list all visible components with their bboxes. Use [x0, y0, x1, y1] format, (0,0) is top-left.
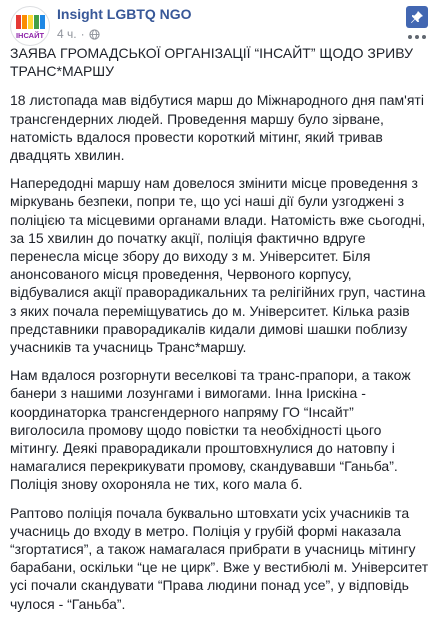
svg-text:ІНСАЙТ: ІНСАЙТ: [15, 31, 45, 40]
timestamp-link[interactable]: 4 ч.: [57, 27, 77, 41]
post-meta: [57, 27, 100, 41]
pin-button[interactable]: [406, 6, 428, 28]
more-dot: [422, 35, 426, 39]
post-headline: ЗАЯВА ГРОМАДСЬКОЇ ОРГАНІЗАЦІЇ “ІНСАЙТ” ЩОДО ЗРИВУ ТРАНС*МАРШУ: [10, 45, 414, 80]
more-dot: [415, 35, 419, 39]
post-paragraph: 18 листопада мав відбутися марш до Міжнародного дня пам'яті трансгендерних людей. Проведення маршу було зірване, натомість вдалося провести короткий мітинг, який тривав двадцять хвилин.: [10, 92, 424, 164]
insight-logo-icon: [11, 7, 49, 45]
post-paragraph: Раптово поліція почала буквально штовхати усіх учасників та учасниць до входу в метро. Поліція у грубій формі наказала “згортатися”, а також намагалася прибрати в учасниць мітингу барабани, оскільки “це не цирк”. Вже у вестибюлі м. Університет усі почали скандувати “Права людини понад усе”, у відповідь чулося - “Ганьба”.: [10, 504, 429, 612]
separator-dot: ·: [80, 27, 85, 41]
more-options-button[interactable]: [406, 30, 428, 44]
page-name-link[interactable]: Insight LGBTQ NGO: [57, 6, 192, 22]
avatar[interactable]: [10, 6, 50, 46]
globe-icon[interactable]: [89, 29, 100, 40]
post-paragraph: Нам вдалося розгорнути веселкові та транс-прапори, а також банери з нашими лозунгами і вимогами. Інна Ірискіна - координаторка трансгендерного напряму ГО “Інсайт” виголосила промову щодо повістки та необхідності цього мітингу. Деякі праворадикали проштовхнулися до натовпу і намагалися перекрикувати промову, скандувавши “Ганьба”. Поліція знову охороняла не тих, кого мала б.: [10, 367, 411, 493]
post-body: [10, 44, 430, 623]
post-paragraph: Напередодні маршу нам довелося змінити місце проведення з міркувань безпеки, попри те, що усі наші дії були узгоджені з поліцією та місцевими органами влади. Натомість вже сьогодні, за 15 хвилин до початку акції, поліція фактично вдруге перенесла місце збору до виходу з м. Університет. Біля анонсованого місця проведення, Червоного корпусу, відбувалися акції праворадикальних та релігійних груп, частина з яких почала переміщуватись до м. Університет. Кілька разів представники праворадикалів кидали димові шашки поблизу учасників та учасниць Транс*маршу.: [10, 175, 426, 356]
post-header: [0, 0, 442, 48]
pin-icon: [410, 10, 424, 24]
more-dot: [408, 35, 412, 39]
